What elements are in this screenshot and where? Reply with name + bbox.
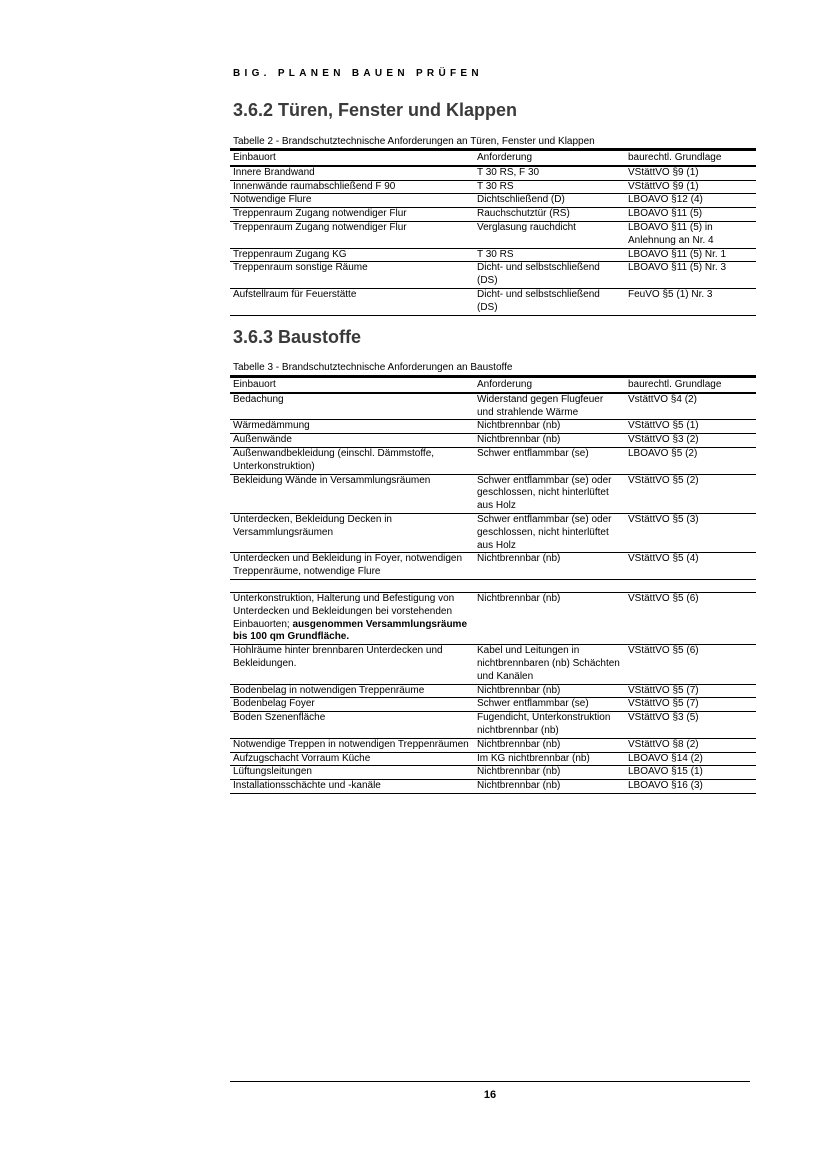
cell-text: Nichtbrennbar (nb) xyxy=(477,780,561,792)
table-cell xyxy=(474,712,625,739)
cell-text: LBOAVO §15 (1) xyxy=(628,766,703,778)
table-row xyxy=(230,194,756,208)
table-row xyxy=(230,766,756,780)
table-cell xyxy=(625,248,756,262)
table-cell xyxy=(625,166,756,180)
table-cell xyxy=(474,447,625,474)
cell-text: Schwer entflammbar (se) xyxy=(477,698,589,710)
table-cell xyxy=(474,194,625,208)
table-cell xyxy=(230,194,474,208)
table-cell xyxy=(625,645,756,684)
cell-text-emphasis: ausgenommen Versammlungsräume bis 100 qm Grundfläche. xyxy=(233,618,468,643)
cell-text: LBOAVO §11 (5) xyxy=(628,208,703,220)
table-cell xyxy=(230,262,474,289)
table-cell xyxy=(625,712,756,739)
cell-text: Treppenraum Zugang notwendiger Flur xyxy=(233,221,407,233)
cell-text: Unterkonstruktion, Halterung und Befestigung von Unterdecken und Bekleidungen bei vorstehenden Einbauorten; xyxy=(233,592,455,630)
table-cell xyxy=(230,766,474,780)
table-caption-3: Tabelle 3 - Brandschutztechnische Anforderungen an Baustoffe xyxy=(233,362,513,373)
cell-text: T 30 RS, F 30 xyxy=(477,166,540,178)
table-cell xyxy=(625,434,756,448)
cell-text: Dicht- und selbstschließend (DS) xyxy=(477,262,600,287)
table-row xyxy=(230,180,756,194)
table-row xyxy=(230,420,756,434)
cell-text: Bodenbelag Foyer xyxy=(233,698,315,710)
table-row xyxy=(230,166,756,180)
column-header: baurechtl. Grundlage xyxy=(625,150,756,166)
table-row xyxy=(230,712,756,739)
table-row xyxy=(230,393,756,420)
table-cell xyxy=(230,684,474,698)
table-row xyxy=(230,474,756,513)
table-cell xyxy=(625,752,756,766)
cell-text: Aufstellraum für Feuerstätte xyxy=(233,288,357,300)
table-cell xyxy=(230,752,474,766)
cell-text: Installationsschächte und -kanäle xyxy=(233,780,381,792)
cell-text: Treppenraum Zugang KG xyxy=(233,248,347,260)
table-cell xyxy=(625,592,756,644)
table-row xyxy=(230,780,756,794)
cell-text: Unterdecken, Bekleidung Decken in Versammlungsräumen xyxy=(233,513,392,538)
column-header: baurechtl. Grundlage xyxy=(625,377,756,393)
table-cell xyxy=(474,579,625,592)
table-row xyxy=(230,513,756,552)
table-cell xyxy=(230,712,474,739)
table-row xyxy=(230,752,756,766)
cell-text: Schwer entflammbar (se) oder geschlossen, nicht hinterlüftet aus Holz xyxy=(477,513,612,551)
table-cell xyxy=(230,738,474,752)
table-cell xyxy=(474,752,625,766)
table-cell xyxy=(474,166,625,180)
table-header-row xyxy=(230,150,756,166)
cell-text: Innere Brandwand xyxy=(233,166,315,178)
table-row xyxy=(230,592,756,644)
cell-text: Wärmedämmung xyxy=(233,420,310,432)
table-cell xyxy=(474,780,625,794)
table-cell xyxy=(474,513,625,552)
cell-text: Dicht- und selbstschließend (DS) xyxy=(477,288,600,313)
table-row xyxy=(230,288,756,315)
cell-text: Notwendige Treppen in notwendigen Treppenräumen xyxy=(233,738,469,750)
cell-text: Verglasung rauchdicht xyxy=(477,221,576,233)
cell-text: Innenwände raumabschließend F 90 xyxy=(233,180,396,192)
cell-text: Hohlräume hinter brennbaren Unterdecken und Bekleidungen. xyxy=(233,645,443,669)
table-cell xyxy=(230,592,474,644)
table-cell xyxy=(230,420,474,434)
cell-text: LBOAVO §11 (5) Nr. 1 xyxy=(628,248,727,260)
table-cell xyxy=(474,684,625,698)
table-cell xyxy=(474,434,625,448)
table-cell xyxy=(230,434,474,448)
table-cell xyxy=(230,780,474,794)
table-cell xyxy=(625,780,756,794)
table-cell xyxy=(230,393,474,420)
cell-text: LBOAVO §11 (5) Nr. 3 xyxy=(628,262,727,274)
cell-text: VStättVO §3 (2) xyxy=(628,434,699,446)
table-row xyxy=(230,262,756,289)
table-row xyxy=(230,698,756,712)
table-cell xyxy=(625,766,756,780)
cell-text: Treppenraum Zugang notwendiger Flur xyxy=(233,208,407,220)
cell-text: VStättVO §5 (2) xyxy=(628,474,699,486)
table-cell xyxy=(230,180,474,194)
table-row xyxy=(230,645,756,684)
cell-text: VStättVO §9 (1) xyxy=(628,166,699,178)
cell-text: Außenwandbekleidung (einschl. Dämmstoffe, Unterkonstruktion) xyxy=(233,447,435,472)
table-cell xyxy=(230,579,474,592)
table-cell xyxy=(230,208,474,222)
cell-text: VStättVO §3 (5) xyxy=(628,712,699,724)
table-cell xyxy=(474,393,625,420)
table-caption-2: Tabelle 2 - Brandschutztechnische Anforderungen an Türen, Fenster und Klappen xyxy=(233,136,595,147)
table-cell xyxy=(625,738,756,752)
cell-text: Bedachung xyxy=(233,393,284,405)
cell-text: VstättVO §4 (2) xyxy=(628,393,697,405)
table-cell xyxy=(625,180,756,194)
cell-text: Nichtbrennbar (nb) xyxy=(477,420,561,432)
cell-text: VStättVO §9 (1) xyxy=(628,180,699,192)
table-cell xyxy=(474,645,625,684)
table-row xyxy=(230,221,756,248)
cell-text: Außenwände xyxy=(233,434,292,446)
table-cell xyxy=(474,738,625,752)
table-cell xyxy=(230,474,474,513)
column-header: Einbauort xyxy=(230,150,474,166)
table-baustoffe xyxy=(230,375,756,794)
table-row xyxy=(230,684,756,698)
cell-text: Nichtbrennbar (nb) xyxy=(477,553,561,565)
table-cell xyxy=(625,513,756,552)
cell-text: Nichtbrennbar (nb) xyxy=(477,434,561,446)
table-row xyxy=(230,553,756,580)
cell-text: LBOAVO §12 (4) xyxy=(628,194,703,206)
table-cell xyxy=(625,447,756,474)
cell-text: Lüftungsleitungen xyxy=(233,766,312,778)
table-cell xyxy=(625,420,756,434)
cell-text: LBOAVO §14 (2) xyxy=(628,752,703,764)
table-cell xyxy=(474,221,625,248)
table-cell xyxy=(474,208,625,222)
table-tueren-fenster-klappen xyxy=(230,148,756,316)
table-cell xyxy=(625,221,756,248)
table-row xyxy=(230,579,756,592)
cell-text: Fugendicht, Unterkonstruktion nichtbrennbar (nb) xyxy=(477,712,611,736)
table-cell xyxy=(474,180,625,194)
cell-text: Nichtbrennbar (nb) xyxy=(477,684,561,696)
cell-text: VStättVO §5 (7) xyxy=(628,684,699,696)
table-cell xyxy=(474,248,625,262)
table-row xyxy=(230,447,756,474)
table-cell xyxy=(230,248,474,262)
cell-text: Nichtbrennbar (nb) xyxy=(477,766,561,778)
table-cell xyxy=(474,288,625,315)
cell-text: VStättVO §5 (6) xyxy=(628,645,699,657)
table-cell xyxy=(625,288,756,315)
table-cell xyxy=(474,553,625,580)
cell-text: FeuVO §5 (1) Nr. 3 xyxy=(628,288,713,300)
table-cell xyxy=(625,698,756,712)
table-cell xyxy=(230,221,474,248)
table-cell xyxy=(625,262,756,289)
cell-text: Aufzugschacht Vorraum Küche xyxy=(233,752,371,764)
column-header: Anforderung xyxy=(474,377,625,393)
table-row xyxy=(230,248,756,262)
table-header-row xyxy=(230,377,756,393)
table-cell xyxy=(625,474,756,513)
table-cell xyxy=(230,553,474,580)
cell-text: Dichtschließend (D) xyxy=(477,194,565,206)
column-header: Einbauort xyxy=(230,377,474,393)
table-row xyxy=(230,208,756,222)
cell-text: VStättVO §5 (4) xyxy=(628,553,699,565)
table-cell xyxy=(625,553,756,580)
table-cell xyxy=(625,684,756,698)
table-cell xyxy=(230,166,474,180)
table-cell xyxy=(625,194,756,208)
table-row xyxy=(230,738,756,752)
cell-text: Bekleidung Wände in Versammlungsräumen xyxy=(233,474,431,486)
cell-text: T 30 RS xyxy=(477,180,514,192)
cell-text: Bodenbelag in notwendigen Treppenräume xyxy=(233,684,425,696)
table-cell xyxy=(474,766,625,780)
cell-text: Widerstand gegen Flugfeuer und strahlende Wärme xyxy=(477,393,604,418)
cell-text: Rauchschutztür (RS) xyxy=(477,208,570,220)
column-header: Anforderung xyxy=(474,150,625,166)
table-cell xyxy=(230,698,474,712)
cell-text: T 30 RS xyxy=(477,248,514,260)
cell-text: LBOAVO §16 (3) xyxy=(628,780,703,792)
table-cell xyxy=(230,513,474,552)
table-cell xyxy=(625,579,756,592)
table-cell xyxy=(625,208,756,222)
page-number: 16 xyxy=(483,1089,497,1101)
cell-text: Schwer entflammbar (se) xyxy=(477,447,589,459)
table-cell xyxy=(474,420,625,434)
cell-text: LBOAVO §5 (2) xyxy=(628,447,698,459)
cell-text: Im KG nichtbrennbar (nb) xyxy=(477,752,590,764)
table-cell xyxy=(230,288,474,315)
table-cell xyxy=(474,474,625,513)
cell-text: VStättVO §5 (6) xyxy=(628,592,699,604)
cell-text: Boden Szenenfläche xyxy=(233,712,326,724)
cell-text: Nichtbrennbar (nb) xyxy=(477,738,561,750)
cell-text: VStättVO §5 (7) xyxy=(628,698,699,710)
table-cell xyxy=(474,592,625,644)
page-header: BIG. PLANEN BAUEN PRÜFEN xyxy=(233,68,483,79)
section-heading-tueren: 3.6.2 Türen, Fenster und Klappen xyxy=(233,100,518,120)
cell-text: Unterdecken und Bekleidung in Foyer, notwendigen Treppenräume, notwendige Flure xyxy=(233,553,463,578)
cell-text: Schwer entflammbar (se) oder geschlossen, nicht hinterlüftet aus Holz xyxy=(477,474,612,512)
table-cell xyxy=(474,262,625,289)
cell-text: Kabel und Leitungen in nichtbrennbaren (nb) Schächten und Kanälen xyxy=(477,645,620,682)
table-row xyxy=(230,434,756,448)
table-cell xyxy=(230,447,474,474)
cell-text: Nichtbrennbar (nb) xyxy=(477,592,561,604)
cell-text: Notwendige Flure xyxy=(233,194,312,206)
cell-text: LBOAVO §11 (5) in Anlehnung an Nr. 4 xyxy=(628,221,714,246)
cell-text: VStättVO §5 (1) xyxy=(628,420,699,432)
footer-divider xyxy=(230,1081,750,1082)
table-cell xyxy=(474,698,625,712)
table-cell xyxy=(230,645,474,684)
section-heading-baustoffe: 3.6.3 Baustoffe xyxy=(233,327,362,347)
cell-text: VStättVO §5 (3) xyxy=(628,513,699,525)
table-cell xyxy=(625,393,756,420)
cell-text: Treppenraum sonstige Räume xyxy=(233,262,368,274)
cell-text: VStättVO §8 (2) xyxy=(628,738,699,750)
